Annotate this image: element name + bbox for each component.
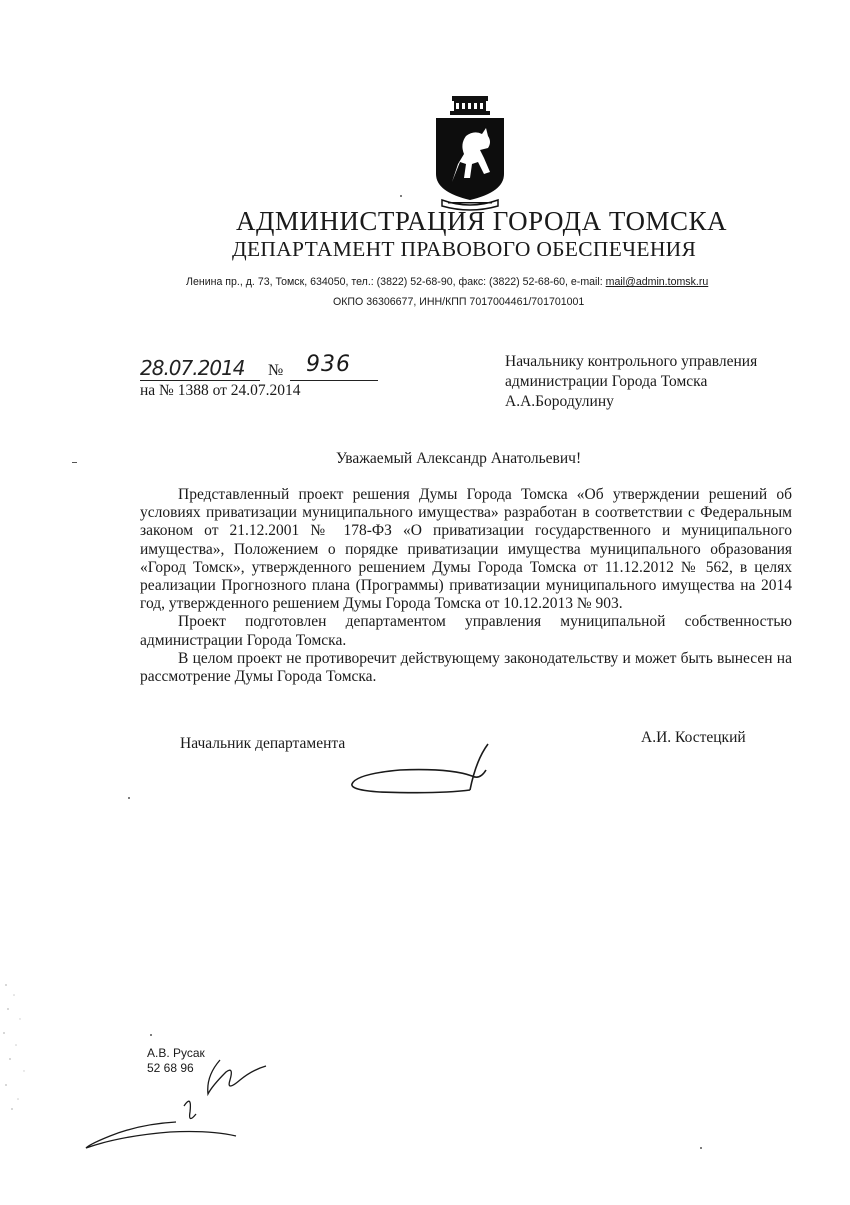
speck (400, 195, 402, 197)
handwritten-initials (80, 1050, 280, 1155)
number-sign: № (268, 362, 284, 379)
signer-name: А.И. Костецкий (641, 729, 746, 746)
department-title: ДЕПАРТАМЕНТ ПРАВОВОГО ОБЕСПЕЧЕНИЯ (232, 237, 697, 261)
coat-of-arms-emblem (430, 92, 510, 212)
executor-phone: 52 68 96 (147, 1061, 194, 1075)
speck (72, 462, 77, 463)
executor-name: А.В. Русак (147, 1046, 205, 1060)
recipient-line-3: А.А.Бородулину (505, 393, 614, 410)
handwritten-number: 936 (306, 352, 351, 377)
handwritten-date: 28.07.2014 (140, 356, 245, 380)
signer-title: Начальник департамента (180, 735, 346, 752)
recipient-line-1: Начальнику контрольного управления (505, 353, 758, 370)
reference-line: на № 1388 от 24.07.2014 (140, 382, 301, 399)
address-line (186, 276, 708, 288)
address-text: Ленина пр., д. 73, Томск, 634050, тел.: (3822) 52-68-90, факс: (3822) 52-68-60, e-mail: (186, 276, 606, 288)
recipient-block (505, 352, 757, 412)
org-title: АДМИНИСТРАЦИЯ ГОРОДА ТОМСКА (236, 206, 727, 236)
speck (700, 1147, 702, 1149)
speck (128, 797, 130, 799)
letter-body (140, 486, 792, 686)
number-underline (290, 380, 378, 381)
speck (150, 1034, 152, 1036)
handwritten-signature (340, 740, 500, 800)
body-paragraph-1: Представленный проект решения Думы Города Томска «Об утверждении решений об условиях приватизации муниципального имущества» разработан в соответствии с Федеральным законом от 21.12.2001 № 178-ФЗ «О приватизации государственного и муниципального имущества», Положением о порядке приватизации имущества муниципального образования «Город Томск», утвержденного решением Думы Города Томска от 11.12.2012 № 562, в целях реализации Прогнозного плана (Программы) приватизации муниципального имущества на 2014 год, утвержденного решением Думы Города Томска от 10.12.2013 № 903. (140, 486, 792, 613)
body-paragraph-2: Проект подготовлен департаментом управления муниципальной собственностью администрации Города Томска. (140, 613, 792, 649)
body-paragraph-3: В целом проект не противоречит действующему законодательству и может быть вынесен на рассмотрение Думы Города Томска. (140, 649, 792, 686)
salutation: Уважаемый Александр Анатольевич! (336, 450, 582, 467)
email-link[interactable]: mail@admin.tomsk.ru (605, 276, 709, 288)
scan-artifact (0, 975, 40, 1115)
recipient-line-2: администрации Города Томска (505, 373, 708, 390)
registration-codes: ОКПО 36306677, ИНН/КПП 7017004461/701701001 (333, 296, 585, 308)
date-underline (140, 380, 260, 381)
